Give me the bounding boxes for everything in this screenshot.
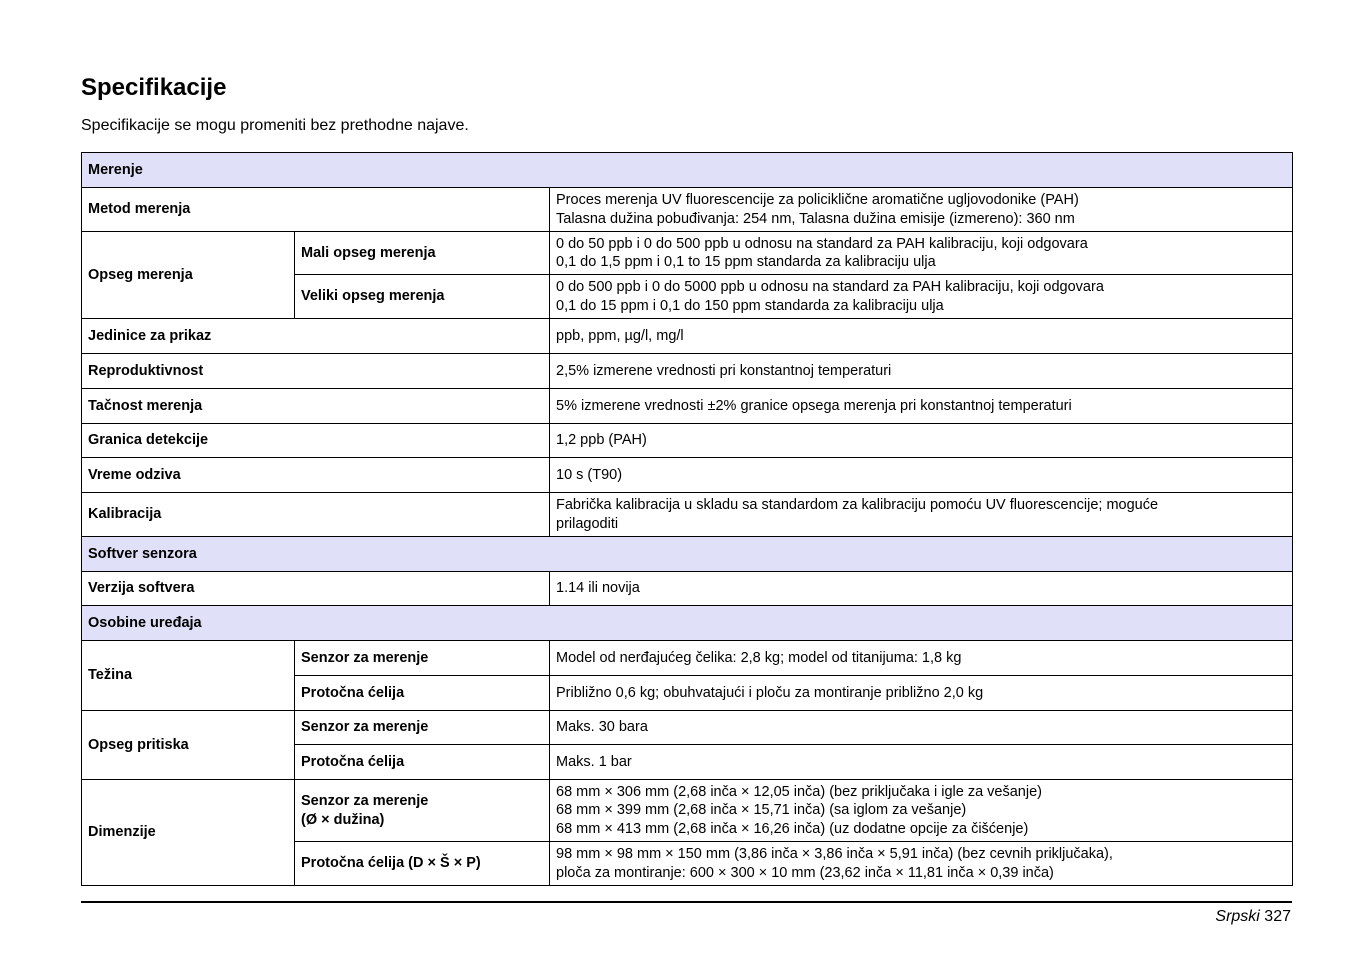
page-footer — [1215, 907, 1291, 927]
section-header-row — [82, 153, 1293, 188]
table-row — [82, 493, 1293, 537]
table-row — [82, 424, 1293, 458]
row-label-opseg: Opseg merenja — [82, 232, 295, 319]
page-number: 327 — [1264, 908, 1291, 925]
sub-label-veliki-opseg: Veliki opseg merenja — [295, 275, 550, 319]
value-line: Fabrička kalibracija u skladu sa standardom za kalibraciju pomoću UV fluorescencije; moguće — [556, 497, 1159, 513]
sub-label-dimenzije-senzor — [295, 780, 550, 842]
label-line: Senzor za merenje — [301, 793, 429, 809]
specifications-table — [81, 152, 1293, 886]
intro-text: Specifikacije se mogu promeniti bez prethodne najave. — [81, 117, 469, 134]
value-line: Talasna dužina pobuđivanja: 254 nm, Talasna dužina emisije (izmereno): 360 nm — [556, 210, 1075, 227]
footer-divider — [81, 901, 1292, 903]
row-label-tacnost: Tačnost merenja — [82, 389, 550, 424]
row-value-granica: 1,2 ppb (PAH) — [550, 424, 1293, 458]
row-value-reproduktivnost: 2,5% izmerene vrednosti pri konstantnoj temperaturi — [550, 354, 1293, 389]
row-value-kalibracija — [550, 493, 1293, 537]
table-row — [82, 458, 1293, 493]
value-line: 0,1 do 1,5 ppm i 0,1 to 15 ppm standarda za kalibraciju ulja — [556, 254, 936, 270]
table-row — [82, 354, 1293, 389]
row-label-metod: Metod merenja — [82, 188, 550, 232]
value-line: Proces merenja UV fluorescencije za policiklične aromatične ugljovodonike (PAH) — [556, 192, 1079, 208]
sub-label-pritisak-senzor: Senzor za merenje — [295, 711, 550, 745]
row-label-tezina: Težina — [82, 641, 295, 711]
table-row — [82, 188, 1293, 232]
row-label-kalibracija: Kalibracija — [82, 493, 550, 537]
row-label-reproduktivnost: Reproduktivnost — [82, 354, 550, 389]
row-value-tezina-celija: Približno 0,6 kg; obuhvatajući i ploču za montiranje približno 2,0 kg — [550, 676, 1293, 711]
table-row — [82, 641, 1293, 676]
sub-label-pritisak-celija: Protočna ćelija — [295, 745, 550, 780]
row-label-dimenzije: Dimenzije — [82, 780, 295, 886]
row-value-verzija: 1.14 ili novija — [550, 572, 1293, 606]
row-value-dimenzije-senzor — [550, 780, 1293, 842]
row-value-tacnost: 5% izmerene vrednosti ±2% granice opsega merenja pri konstantnoj temperaturi — [550, 389, 1293, 424]
row-label-granica: Granica detekcije — [82, 424, 550, 458]
value-line: 0,1 do 15 ppm i 0,1 do 150 ppm standarda za kalibraciju ulja — [556, 297, 944, 314]
value-line: 0 do 500 ppb i 0 do 5000 ppb u odnosu na standard za PAH kalibraciju, koji odgovara — [556, 279, 1104, 295]
row-value-pritisak-senzor: Maks. 30 bara — [550, 711, 1293, 745]
table-row — [82, 711, 1293, 745]
section-header-row — [82, 537, 1293, 572]
row-label-jedinice: Jedinice za prikaz — [82, 319, 550, 354]
table-row — [82, 780, 1293, 842]
row-value-veliki-opseg — [550, 275, 1293, 319]
row-value-pritisak-celija: Maks. 1 bar — [550, 745, 1293, 780]
section-header-softver: Softver senzora — [82, 537, 1293, 572]
value-line: 68 mm × 306 mm (2,68 inča × 12,05 inča) (bez priključaka i igle za vešanje) — [556, 783, 1042, 800]
section-header-row — [82, 606, 1293, 641]
sub-label-mali-opseg: Mali opseg merenja — [295, 232, 550, 275]
value-line: 68 mm × 413 mm (2,68 inča × 16,26 inča) (uz dodatne opcije za čišćenje) — [556, 820, 1029, 837]
value-line: 68 mm × 399 mm (2,68 inča × 15,71 inča) (sa iglom za vešanje) — [556, 802, 967, 819]
row-value-mali-opseg — [550, 232, 1293, 275]
row-label-verzija: Verzija softvera — [82, 572, 550, 606]
row-value-jedinice: ppb, ppm, µg/l, mg/l — [550, 319, 1293, 354]
table-row — [82, 319, 1293, 354]
sub-label-dimenzije-celija: Protočna ćelija (D × Š × P) — [295, 842, 550, 886]
value-line: ploča za montiranje: 600 × 300 × 10 mm (23,62 inča × 11,81 inča × 0,39 inča) — [556, 864, 1054, 881]
value-line: 0 do 50 ppb i 0 do 500 ppb u odnosu na standard za PAH kalibraciju, koji odgovara — [556, 235, 1088, 252]
row-value-vreme: 10 s (T90) — [550, 458, 1293, 493]
label-line: (Ø × dužina) — [301, 811, 385, 828]
sub-label-tezina-senzor: Senzor za merenje — [295, 641, 550, 676]
page-title: Specifikacije — [81, 74, 227, 101]
value-line: 98 mm × 98 mm × 150 mm (3,86 inča × 3,86 inča × 5,91 inča) (bez cevnih priključaka), — [556, 846, 1113, 862]
row-label-vreme: Vreme odziva — [82, 458, 550, 493]
table-row — [82, 232, 1293, 275]
table-row — [82, 389, 1293, 424]
row-label-pritisak: Opseg pritiska — [82, 711, 295, 780]
section-header-merenje: Merenje — [82, 153, 1293, 188]
row-value-tezina-senzor: Model od nerđajućeg čelika: 2,8 kg; model od titanijuma: 1,8 kg — [550, 641, 1293, 676]
value-line: prilagoditi — [556, 515, 619, 532]
section-header-osobine: Osobine uređaja — [82, 606, 1293, 641]
footer-language: Srpski — [1215, 908, 1260, 925]
sub-label-tezina-celija: Protočna ćelija — [295, 676, 550, 711]
row-value-metod — [550, 188, 1293, 232]
table-row — [82, 572, 1293, 606]
row-value-dimenzije-celija — [550, 842, 1293, 886]
